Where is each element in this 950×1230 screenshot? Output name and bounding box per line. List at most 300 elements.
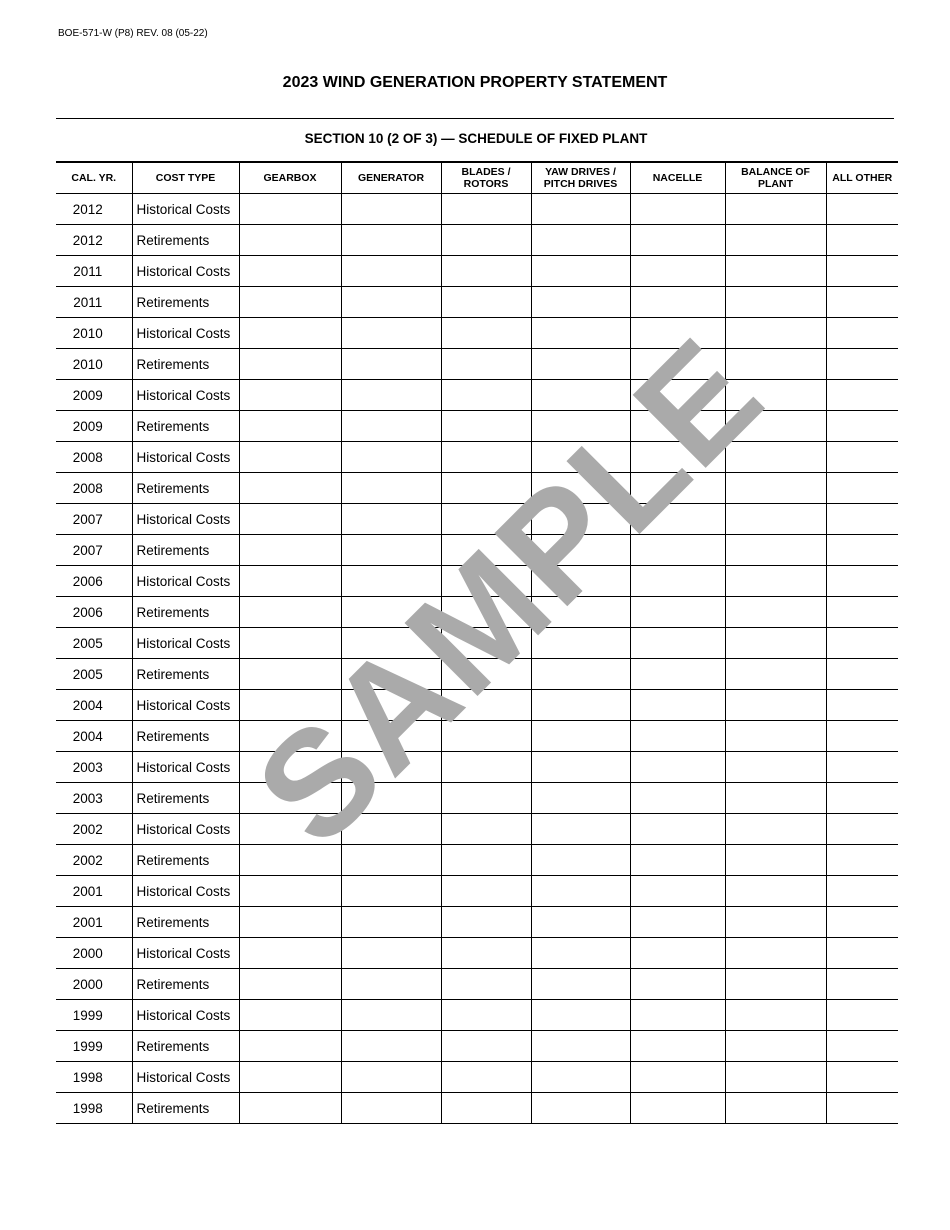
- gearbox-input-cell[interactable]: [239, 597, 341, 628]
- nacelle-input-cell[interactable]: [630, 194, 725, 225]
- all-other-input-cell[interactable]: [826, 442, 898, 473]
- balance-of-plant-input-cell[interactable]: [725, 814, 826, 845]
- all-other-input-cell[interactable]: [826, 628, 898, 659]
- all-other-input-cell[interactable]: [826, 969, 898, 1000]
- blades-rotors-input-cell[interactable]: [441, 845, 531, 876]
- yaw-pitch-drives-input-cell[interactable]: [531, 690, 630, 721]
- yaw-pitch-drives-input-cell[interactable]: [531, 1000, 630, 1031]
- yaw-pitch-drives-input-cell[interactable]: [531, 721, 630, 752]
- blades-rotors-input-cell[interactable]: [441, 597, 531, 628]
- table-row: [56, 256, 898, 287]
- gearbox-input-cell[interactable]: [239, 287, 341, 318]
- generator-input-cell[interactable]: [341, 969, 441, 1000]
- table-body: [56, 194, 898, 1124]
- cal-yr-cell: 2001: [56, 907, 132, 938]
- yaw-pitch-drives-input-cell[interactable]: [531, 845, 630, 876]
- all-other-input-cell[interactable]: [826, 876, 898, 907]
- yaw-pitch-drives-input-cell[interactable]: [531, 442, 630, 473]
- cal-yr-cell: 2000: [56, 938, 132, 969]
- balance-of-plant-input-cell[interactable]: [725, 535, 826, 566]
- yaw-pitch-drives-input-cell[interactable]: [531, 659, 630, 690]
- section-title: SECTION 10 (2 OF 3) — SCHEDULE OF FIXED PLANT: [304, 131, 648, 146]
- nacelle-input-cell[interactable]: [630, 969, 725, 1000]
- table-row: [56, 845, 898, 876]
- all-other-input-cell[interactable]: [826, 938, 898, 969]
- blades-rotors-input-cell[interactable]: [441, 969, 531, 1000]
- table-row: [56, 1062, 898, 1093]
- cal-yr-cell: 2007: [56, 535, 132, 566]
- cost-type-cell: Retirements: [132, 597, 239, 628]
- nacelle-input-cell[interactable]: [630, 349, 725, 380]
- blades-rotors-input-cell[interactable]: [441, 349, 531, 380]
- nacelle-input-cell[interactable]: [630, 318, 725, 349]
- gearbox-input-cell[interactable]: [239, 752, 341, 783]
- yaw-pitch-drives-input-cell[interactable]: [531, 566, 630, 597]
- balance-of-plant-input-cell[interactable]: [725, 876, 826, 907]
- generator-input-cell[interactable]: [341, 845, 441, 876]
- cost-type-cell: Retirements: [132, 535, 239, 566]
- blades-rotors-input-cell[interactable]: [441, 256, 531, 287]
- yaw-pitch-drives-input-cell[interactable]: [531, 411, 630, 442]
- generator-input-cell[interactable]: [341, 690, 441, 721]
- table-row: [56, 814, 898, 845]
- gearbox-input-cell[interactable]: [239, 194, 341, 225]
- yaw-pitch-drives-input-cell[interactable]: [531, 380, 630, 411]
- nacelle-input-cell[interactable]: [630, 845, 725, 876]
- blades-rotors-input-cell[interactable]: [441, 938, 531, 969]
- balance-of-plant-input-cell[interactable]: [725, 473, 826, 504]
- table-row: [56, 442, 898, 473]
- yaw-pitch-drives-input-cell[interactable]: [531, 1062, 630, 1093]
- all-other-input-cell[interactable]: [826, 411, 898, 442]
- cal-yr-cell: 2010: [56, 349, 132, 380]
- balance-of-plant-input-cell[interactable]: [725, 597, 826, 628]
- table-row: [56, 194, 898, 225]
- yaw-pitch-drives-input-cell[interactable]: [531, 1031, 630, 1062]
- generator-input-cell[interactable]: [341, 566, 441, 597]
- yaw-pitch-drives-input-cell[interactable]: [531, 349, 630, 380]
- nacelle-input-cell[interactable]: [630, 1093, 725, 1124]
- col-header-nacelle: NACELLE: [630, 162, 725, 194]
- yaw-pitch-drives-input-cell[interactable]: [531, 597, 630, 628]
- nacelle-input-cell[interactable]: [630, 721, 725, 752]
- table-row: [56, 535, 898, 566]
- gearbox-input-cell[interactable]: [239, 783, 341, 814]
- nacelle-input-cell[interactable]: [630, 628, 725, 659]
- cost-type-cell: Historical Costs: [132, 256, 239, 287]
- fixed-plant-table: [56, 161, 898, 1124]
- gearbox-input-cell[interactable]: [239, 442, 341, 473]
- blades-rotors-input-cell[interactable]: [441, 473, 531, 504]
- balance-of-plant-input-cell[interactable]: [725, 1000, 826, 1031]
- blades-rotors-input-cell[interactable]: [441, 1031, 531, 1062]
- nacelle-input-cell[interactable]: [630, 225, 725, 256]
- cost-type-cell: Retirements: [132, 845, 239, 876]
- generator-input-cell[interactable]: [341, 1062, 441, 1093]
- generator-input-cell[interactable]: [341, 907, 441, 938]
- all-other-input-cell[interactable]: [826, 256, 898, 287]
- all-other-input-cell[interactable]: [826, 597, 898, 628]
- all-other-input-cell[interactable]: [826, 318, 898, 349]
- table-row: [56, 721, 898, 752]
- gearbox-input-cell[interactable]: [239, 938, 341, 969]
- cost-type-cell: Historical Costs: [132, 690, 239, 721]
- all-other-input-cell[interactable]: [826, 721, 898, 752]
- all-other-input-cell[interactable]: [826, 287, 898, 318]
- table-header-row: [56, 162, 898, 194]
- nacelle-input-cell[interactable]: [630, 876, 725, 907]
- all-other-input-cell[interactable]: [826, 194, 898, 225]
- gearbox-input-cell[interactable]: [239, 876, 341, 907]
- yaw-pitch-drives-input-cell[interactable]: [531, 783, 630, 814]
- all-other-input-cell[interactable]: [826, 566, 898, 597]
- blades-rotors-input-cell[interactable]: [441, 628, 531, 659]
- balance-of-plant-input-cell[interactable]: [725, 411, 826, 442]
- cost-type-cell: Historical Costs: [132, 380, 239, 411]
- col-header-blades-line1: BLADES /: [461, 166, 511, 178]
- yaw-pitch-drives-input-cell[interactable]: [531, 287, 630, 318]
- cal-yr-cell: 2010: [56, 318, 132, 349]
- form-id: BOE-571-W (P8) REV. 08 (05-22): [58, 28, 208, 39]
- blades-rotors-input-cell[interactable]: [441, 318, 531, 349]
- yaw-pitch-drives-input-cell[interactable]: [531, 473, 630, 504]
- all-other-input-cell[interactable]: [826, 225, 898, 256]
- cost-type-cell: Retirements: [132, 969, 239, 1000]
- balance-of-plant-input-cell[interactable]: [725, 628, 826, 659]
- balance-of-plant-input-cell[interactable]: [725, 256, 826, 287]
- balance-of-plant-input-cell[interactable]: [725, 349, 826, 380]
- blades-rotors-input-cell[interactable]: [441, 1000, 531, 1031]
- all-other-input-cell[interactable]: [826, 783, 898, 814]
- balance-of-plant-input-cell[interactable]: [725, 690, 826, 721]
- all-other-input-cell[interactable]: [826, 1031, 898, 1062]
- col-header-gearbox: GEARBOX: [239, 162, 341, 194]
- all-other-input-cell[interactable]: [826, 1000, 898, 1031]
- balance-of-plant-input-cell[interactable]: [725, 194, 826, 225]
- nacelle-input-cell[interactable]: [630, 690, 725, 721]
- all-other-input-cell[interactable]: [826, 504, 898, 535]
- col-header-yaw-pitch: [531, 162, 630, 194]
- cost-type-cell: Retirements: [132, 1093, 239, 1124]
- gearbox-input-cell[interactable]: [239, 349, 341, 380]
- table-row: [56, 659, 898, 690]
- col-header-balance-line2: PLANT: [758, 178, 793, 190]
- yaw-pitch-drives-input-cell[interactable]: [531, 318, 630, 349]
- cal-yr-cell: 2005: [56, 659, 132, 690]
- nacelle-input-cell[interactable]: [630, 597, 725, 628]
- nacelle-input-cell[interactable]: [630, 907, 725, 938]
- all-other-input-cell[interactable]: [826, 752, 898, 783]
- table-row: [56, 1000, 898, 1031]
- cost-type-cell: Historical Costs: [132, 442, 239, 473]
- nacelle-input-cell[interactable]: [630, 1031, 725, 1062]
- balance-of-plant-input-cell[interactable]: [725, 504, 826, 535]
- generator-input-cell[interactable]: [341, 411, 441, 442]
- gearbox-input-cell[interactable]: [239, 411, 341, 442]
- generator-input-cell[interactable]: [341, 628, 441, 659]
- balance-of-plant-input-cell[interactable]: [725, 907, 826, 938]
- yaw-pitch-drives-input-cell[interactable]: [531, 969, 630, 1000]
- blades-rotors-input-cell[interactable]: [441, 1093, 531, 1124]
- cal-yr-cell: 1998: [56, 1062, 132, 1093]
- gearbox-input-cell[interactable]: [239, 380, 341, 411]
- generator-input-cell[interactable]: [341, 938, 441, 969]
- cost-type-cell: Historical Costs: [132, 628, 239, 659]
- nacelle-input-cell[interactable]: [630, 287, 725, 318]
- balance-of-plant-input-cell[interactable]: [725, 1031, 826, 1062]
- cal-yr-cell: 2012: [56, 225, 132, 256]
- gearbox-input-cell[interactable]: [239, 1093, 341, 1124]
- blades-rotors-input-cell[interactable]: [441, 783, 531, 814]
- gearbox-input-cell[interactable]: [239, 628, 341, 659]
- blades-rotors-input-cell[interactable]: [441, 566, 531, 597]
- balance-of-plant-input-cell[interactable]: [725, 1062, 826, 1093]
- cal-yr-cell: 2002: [56, 814, 132, 845]
- generator-input-cell[interactable]: [341, 659, 441, 690]
- balance-of-plant-input-cell[interactable]: [725, 845, 826, 876]
- cal-yr-cell: 2003: [56, 752, 132, 783]
- table-row: [56, 473, 898, 504]
- nacelle-input-cell[interactable]: [630, 411, 725, 442]
- cal-yr-cell: 1999: [56, 1031, 132, 1062]
- balance-of-plant-input-cell[interactable]: [725, 566, 826, 597]
- cal-yr-cell: 2012: [56, 194, 132, 225]
- nacelle-input-cell[interactable]: [630, 814, 725, 845]
- col-header-all-other: ALL OTHER: [826, 162, 898, 194]
- nacelle-input-cell[interactable]: [630, 380, 725, 411]
- generator-input-cell[interactable]: [341, 1031, 441, 1062]
- gearbox-input-cell[interactable]: [239, 690, 341, 721]
- blades-rotors-input-cell[interactable]: [441, 1062, 531, 1093]
- gearbox-input-cell[interactable]: [239, 659, 341, 690]
- gearbox-input-cell[interactable]: [239, 1062, 341, 1093]
- table-row: [56, 690, 898, 721]
- blades-rotors-input-cell[interactable]: [441, 814, 531, 845]
- generator-input-cell[interactable]: [341, 287, 441, 318]
- blades-rotors-input-cell[interactable]: [441, 752, 531, 783]
- all-other-input-cell[interactable]: [826, 380, 898, 411]
- cost-type-cell: Retirements: [132, 783, 239, 814]
- table-row: [56, 876, 898, 907]
- cal-yr-cell: 2001: [56, 876, 132, 907]
- gearbox-input-cell[interactable]: [239, 473, 341, 504]
- blades-rotors-input-cell[interactable]: [441, 907, 531, 938]
- cal-yr-cell: 2008: [56, 442, 132, 473]
- generator-input-cell[interactable]: [341, 876, 441, 907]
- balance-of-plant-input-cell[interactable]: [725, 783, 826, 814]
- generator-input-cell[interactable]: [341, 380, 441, 411]
- balance-of-plant-input-cell[interactable]: [725, 938, 826, 969]
- col-header-blades-line2: ROTORS: [463, 178, 509, 190]
- gearbox-input-cell[interactable]: [239, 566, 341, 597]
- nacelle-input-cell[interactable]: [630, 566, 725, 597]
- blades-rotors-input-cell[interactable]: [441, 504, 531, 535]
- cal-yr-cell: 2005: [56, 628, 132, 659]
- generator-input-cell[interactable]: [341, 535, 441, 566]
- generator-input-cell[interactable]: [341, 721, 441, 752]
- yaw-pitch-drives-input-cell[interactable]: [531, 256, 630, 287]
- nacelle-input-cell[interactable]: [630, 783, 725, 814]
- all-other-input-cell[interactable]: [826, 907, 898, 938]
- all-other-input-cell[interactable]: [826, 349, 898, 380]
- cost-type-cell: Retirements: [132, 225, 239, 256]
- all-other-input-cell[interactable]: [826, 1093, 898, 1124]
- nacelle-input-cell[interactable]: [630, 256, 725, 287]
- cost-type-cell: Historical Costs: [132, 814, 239, 845]
- yaw-pitch-drives-input-cell[interactable]: [531, 504, 630, 535]
- generator-input-cell[interactable]: [341, 349, 441, 380]
- cal-yr-cell: 2011: [56, 256, 132, 287]
- balance-of-plant-input-cell[interactable]: [725, 1093, 826, 1124]
- table-row: [56, 1031, 898, 1062]
- yaw-pitch-drives-input-cell[interactable]: [531, 907, 630, 938]
- generator-input-cell[interactable]: [341, 1000, 441, 1031]
- blades-rotors-input-cell[interactable]: [441, 721, 531, 752]
- balance-of-plant-input-cell[interactable]: [725, 287, 826, 318]
- balance-of-plant-input-cell[interactable]: [725, 225, 826, 256]
- table-row: [56, 1093, 898, 1124]
- gearbox-input-cell[interactable]: [239, 845, 341, 876]
- cal-yr-cell: 1998: [56, 1093, 132, 1124]
- gearbox-input-cell[interactable]: [239, 969, 341, 1000]
- generator-input-cell[interactable]: [341, 504, 441, 535]
- gearbox-input-cell[interactable]: [239, 814, 341, 845]
- table-row: [56, 907, 898, 938]
- balance-of-plant-input-cell[interactable]: [725, 380, 826, 411]
- generator-input-cell[interactable]: [341, 597, 441, 628]
- gearbox-input-cell[interactable]: [239, 318, 341, 349]
- balance-of-plant-input-cell[interactable]: [725, 752, 826, 783]
- blades-rotors-input-cell[interactable]: [441, 380, 531, 411]
- all-other-input-cell[interactable]: [826, 814, 898, 845]
- generator-input-cell[interactable]: [341, 752, 441, 783]
- gearbox-input-cell[interactable]: [239, 535, 341, 566]
- balance-of-plant-input-cell[interactable]: [725, 318, 826, 349]
- blades-rotors-input-cell[interactable]: [441, 690, 531, 721]
- cal-yr-cell: 1999: [56, 1000, 132, 1031]
- balance-of-plant-input-cell[interactable]: [725, 659, 826, 690]
- generator-input-cell[interactable]: [341, 473, 441, 504]
- nacelle-input-cell[interactable]: [630, 504, 725, 535]
- gearbox-input-cell[interactable]: [239, 504, 341, 535]
- blades-rotors-input-cell[interactable]: [441, 659, 531, 690]
- yaw-pitch-drives-input-cell[interactable]: [531, 225, 630, 256]
- all-other-input-cell[interactable]: [826, 1062, 898, 1093]
- cost-type-cell: Retirements: [132, 721, 239, 752]
- sample-watermark: SAMPLE: [224, 306, 794, 876]
- cal-yr-cell: 2006: [56, 597, 132, 628]
- col-header-yaw-line1: YAW DRIVES /: [545, 166, 616, 178]
- nacelle-input-cell[interactable]: [630, 938, 725, 969]
- gearbox-input-cell[interactable]: [239, 1031, 341, 1062]
- col-header-blades-rotors: [441, 162, 531, 194]
- blades-rotors-input-cell[interactable]: [441, 535, 531, 566]
- all-other-input-cell[interactable]: [826, 690, 898, 721]
- nacelle-input-cell[interactable]: [630, 535, 725, 566]
- all-other-input-cell[interactable]: [826, 845, 898, 876]
- generator-input-cell[interactable]: [341, 318, 441, 349]
- generator-input-cell[interactable]: [341, 442, 441, 473]
- blades-rotors-input-cell[interactable]: [441, 225, 531, 256]
- cost-type-cell: Historical Costs: [132, 876, 239, 907]
- cost-type-cell: Retirements: [132, 473, 239, 504]
- all-other-input-cell[interactable]: [826, 473, 898, 504]
- nacelle-input-cell[interactable]: [630, 442, 725, 473]
- yaw-pitch-drives-input-cell[interactable]: [531, 535, 630, 566]
- yaw-pitch-drives-input-cell[interactable]: [531, 876, 630, 907]
- table-row: [56, 504, 898, 535]
- blades-rotors-input-cell[interactable]: [441, 876, 531, 907]
- blades-rotors-input-cell[interactable]: [441, 411, 531, 442]
- generator-input-cell[interactable]: [341, 1093, 441, 1124]
- balance-of-plant-input-cell[interactable]: [725, 721, 826, 752]
- all-other-input-cell[interactable]: [826, 659, 898, 690]
- nacelle-input-cell[interactable]: [630, 659, 725, 690]
- cost-type-cell: Historical Costs: [132, 566, 239, 597]
- table-row: [56, 380, 898, 411]
- cost-type-cell: Retirements: [132, 907, 239, 938]
- yaw-pitch-drives-input-cell[interactable]: [531, 1093, 630, 1124]
- blades-rotors-input-cell[interactable]: [441, 287, 531, 318]
- cal-yr-cell: 2009: [56, 380, 132, 411]
- nacelle-input-cell[interactable]: [630, 1062, 725, 1093]
- table-row: [56, 225, 898, 256]
- balance-of-plant-input-cell[interactable]: [725, 969, 826, 1000]
- gearbox-input-cell[interactable]: [239, 907, 341, 938]
- gearbox-input-cell[interactable]: [239, 225, 341, 256]
- cost-type-cell: Historical Costs: [132, 752, 239, 783]
- yaw-pitch-drives-input-cell[interactable]: [531, 752, 630, 783]
- generator-input-cell[interactable]: [341, 194, 441, 225]
- blades-rotors-input-cell[interactable]: [441, 442, 531, 473]
- generator-input-cell[interactable]: [341, 783, 441, 814]
- yaw-pitch-drives-input-cell[interactable]: [531, 628, 630, 659]
- col-header-generator: GENERATOR: [341, 162, 441, 194]
- table-row: [56, 938, 898, 969]
- table-row: [56, 628, 898, 659]
- nacelle-input-cell[interactable]: [630, 1000, 725, 1031]
- generator-input-cell[interactable]: [341, 256, 441, 287]
- col-header-yaw-line2: PITCH DRIVES: [543, 178, 618, 190]
- cal-yr-cell: 2004: [56, 690, 132, 721]
- all-other-input-cell[interactable]: [826, 535, 898, 566]
- table-row: [56, 752, 898, 783]
- table-row: [56, 287, 898, 318]
- cost-type-cell: Retirements: [132, 659, 239, 690]
- table-row: [56, 349, 898, 380]
- gearbox-input-cell[interactable]: [239, 256, 341, 287]
- yaw-pitch-drives-input-cell[interactable]: [531, 814, 630, 845]
- generator-input-cell[interactable]: [341, 225, 441, 256]
- cal-yr-cell: 2007: [56, 504, 132, 535]
- cal-yr-cell: 2003: [56, 783, 132, 814]
- nacelle-input-cell[interactable]: [630, 473, 725, 504]
- nacelle-input-cell[interactable]: [630, 752, 725, 783]
- blades-rotors-input-cell[interactable]: [441, 194, 531, 225]
- gearbox-input-cell[interactable]: [239, 721, 341, 752]
- gearbox-input-cell[interactable]: [239, 1000, 341, 1031]
- col-header-cal-yr: CAL. YR.: [56, 162, 132, 194]
- yaw-pitch-drives-input-cell[interactable]: [531, 938, 630, 969]
- cal-yr-cell: 2009: [56, 411, 132, 442]
- col-header-cost-type: COST TYPE: [132, 162, 239, 194]
- table-row: [56, 318, 898, 349]
- yaw-pitch-drives-input-cell[interactable]: [531, 194, 630, 225]
- generator-input-cell[interactable]: [341, 814, 441, 845]
- balance-of-plant-input-cell[interactable]: [725, 442, 826, 473]
- cost-type-cell: Historical Costs: [132, 1000, 239, 1031]
- cal-yr-cell: 2006: [56, 566, 132, 597]
